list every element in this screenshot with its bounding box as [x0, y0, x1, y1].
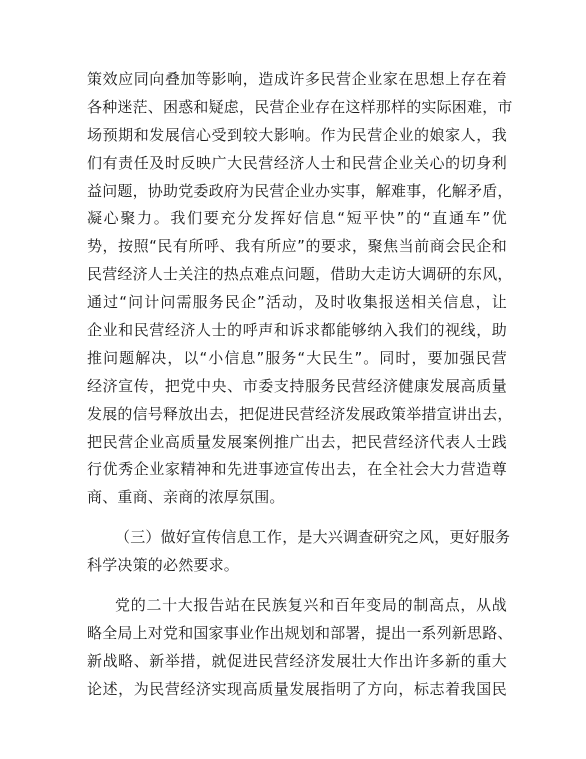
- paragraph-gap: [87, 580, 507, 592]
- body-text: [87, 66, 513, 704]
- text-line: 场预期和发展信心受到较大影响。作为民营企业的娘家人，我: [87, 125, 507, 144]
- text-line: 略全局上对党和国家事业作出规划和部署，提出一系列新思路、: [87, 623, 513, 642]
- text-line: 商、重商、亲商的浓厚氛围。: [87, 488, 285, 507]
- text-line: 势，按照“民有所呼、我有所应”的要求，聚焦当前商会民企和: [87, 237, 507, 256]
- text-line: 企业和民营经济人士的呼声和诉求都能够纳入我们的视线，助: [87, 321, 507, 340]
- text-line: 策效应同向叠加等影响，造成许多民营企业家在思想上存在着: [87, 70, 507, 88]
- text-line: 凝心聚力。我们要充分发挥好信息“短平快”的“直通车”优: [87, 209, 507, 228]
- text-line: 益问题，协助党委政府为民营企业办实事，解难事，化解矛盾，: [87, 181, 513, 200]
- paragraph-gap: [87, 512, 507, 524]
- text-line: 行优秀企业家精神和先进事迹宣传出去，在全社会大力营造尊: [87, 460, 507, 479]
- text-line: 经济宣传，把党中央、市委支持服务民营经济健康发展高质量: [87, 376, 507, 395]
- paragraph-1: [87, 66, 513, 512]
- section-heading: [87, 524, 511, 580]
- text-line: 论述，为民营经济实现高质量发展指明了方向，标志着我国民: [87, 679, 507, 698]
- text-line: 民营经济人士关注的热点难点问题，借助大走访大调研的东风，: [87, 265, 513, 284]
- text-line: 通过“问计问需服务民企”活动，及时收集报送相关信息，让: [87, 293, 507, 312]
- text-line: 推问题解决，以“小信息”服务“大民生”。同时，要加强民营: [87, 348, 507, 367]
- text-line: 发展的信号释放出去，把促进民营经济发展政策举措宣讲出去，: [87, 404, 513, 423]
- text-line: 各种迷茫、困惑和疑虑，民营企业存在这样那样的实际困难，市: [87, 97, 513, 116]
- text-line: 们有责任及时反映广大民营经济人士和民营企业关心的切身利: [87, 153, 507, 172]
- text-line: 党的二十大报告站在民族复兴和百年变局的制高点，从战: [115, 596, 507, 615]
- text-line: （三）做好宣传信息工作，是大兴调查研究之风，更好服务: [115, 528, 511, 547]
- text-line: 科学决策的必然要求。: [87, 556, 240, 575]
- paragraph-3: [87, 592, 513, 704]
- text-line: 新战略、新举措，就促进民营经济发展壮大作出许多新的重大: [87, 651, 507, 670]
- text-line: 把民营企业高质量发展案例推广出去，把民营经济代表人士践: [87, 432, 507, 451]
